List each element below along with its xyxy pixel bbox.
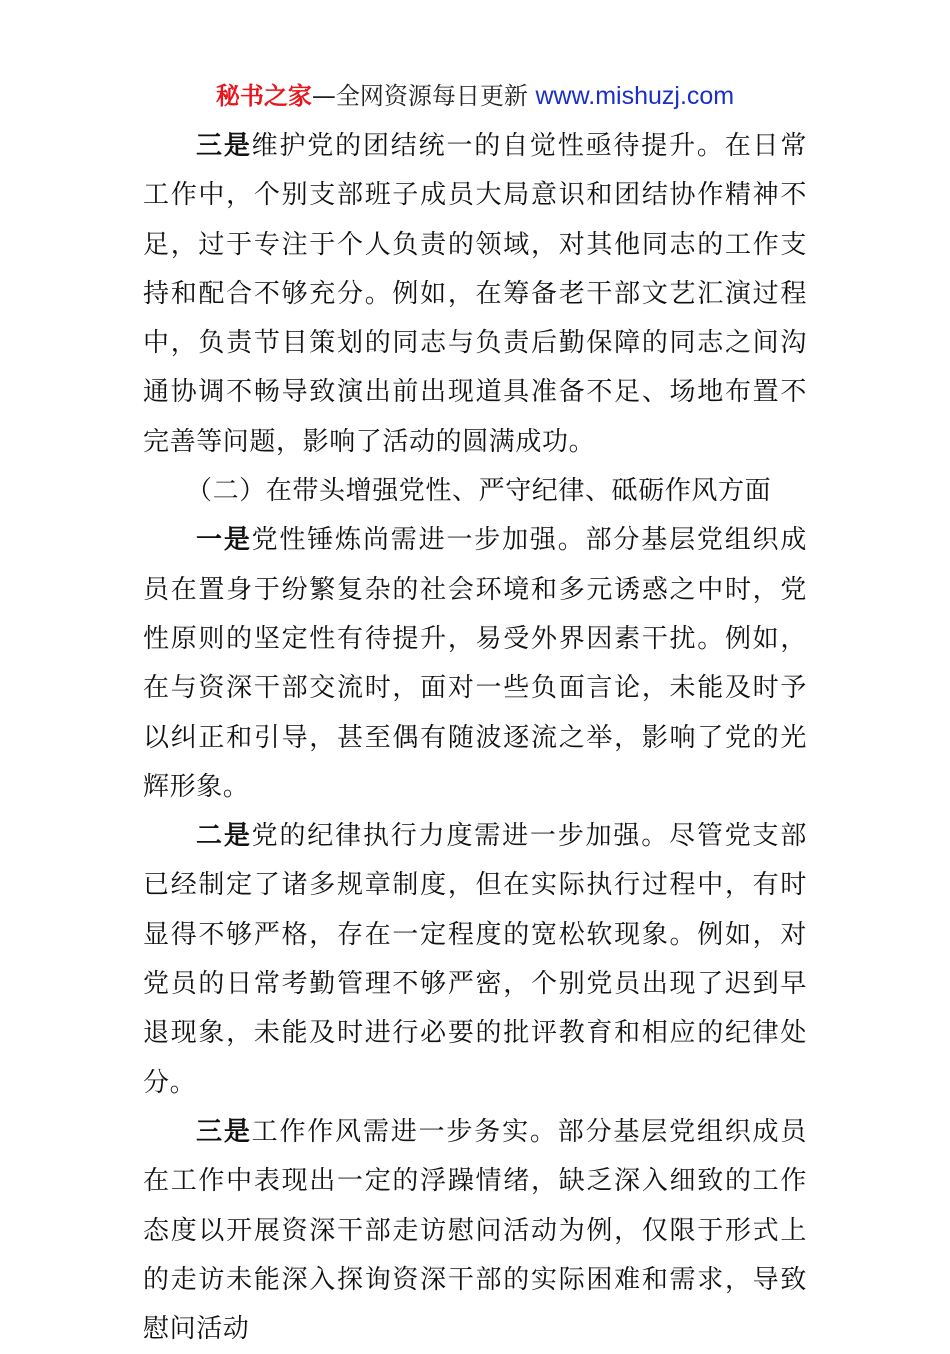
- paragraph-party-spirit: [143, 516, 807, 812]
- paragraph-text: 工作作风需进一步务实。部分基层党组织成员在工作中表现出一定的浮躁情绪，缺乏深入细致的工作态度以开展资深干部走访慰问活动为例，仅限于形式上的走访未能深入探询资深干部的实际困难和需求，导致慰问活动: [143, 1116, 807, 1345]
- paragraph-discipline: [143, 812, 807, 1108]
- paragraph-text: 维护党的团结统一的自觉性亟待提升。在日常工作中，个别支部班子成员大局意识和团结协作精神不足，过于专注于个人负责的领域，对其他同志的工作支持和配合不够充分。例如，在筹备老干部文艺汇演过程中，负责节目策划的同志与负责后勤保障的同志之间沟通协调不畅导致演出前出现道具准备不足、场地布置不完善等问题，影响了活动的圆满成功。: [143, 131, 807, 457]
- paragraph-text: 党的纪律执行力度需进一步加强。尽管党支部已经制定了诸多规章制度，但在实际执行过程中，有时显得不够严格，存在一定程度的宽松软现象。例如，对党员的日常考勤管理不够严密，个别党员出现了迟到早退现象，未能及时进行必要的批评教育和相应的纪律处分。: [143, 821, 807, 1098]
- paragraph-lead: 三是: [196, 131, 252, 161]
- paragraph-lead: 三是: [196, 1116, 252, 1147]
- site-url[interactable]: www.mishuzj.com: [535, 82, 735, 110]
- header-tagline: —全网资源每日更新: [311, 82, 528, 110]
- site-header: [0, 80, 950, 112]
- paragraph-lead: 一是: [196, 525, 252, 556]
- section-heading: （二）在带头增强党性、严守纪律、砥砺作风方面: [186, 476, 772, 507]
- paragraph-lead: 二是: [196, 821, 252, 852]
- document-body: [143, 122, 807, 1354]
- brand-name: 秘书之家: [215, 82, 312, 110]
- paragraph-work-style: [143, 1108, 807, 1354]
- paragraph-text: 党性锤炼尚需进一步加强。部分基层党组织成员在置身于纷繁复杂的社会环境和多元诱惑之中时，党性原则的坚定性有待提升，易受外界因素干扰。例如，在与资深干部交流时，面对一些负面言论，未能及时予以纠正和引导，甚至偶有随波逐流之举，影响了党的光辉形象。: [143, 525, 807, 802]
- paragraph-unity: [143, 122, 807, 467]
